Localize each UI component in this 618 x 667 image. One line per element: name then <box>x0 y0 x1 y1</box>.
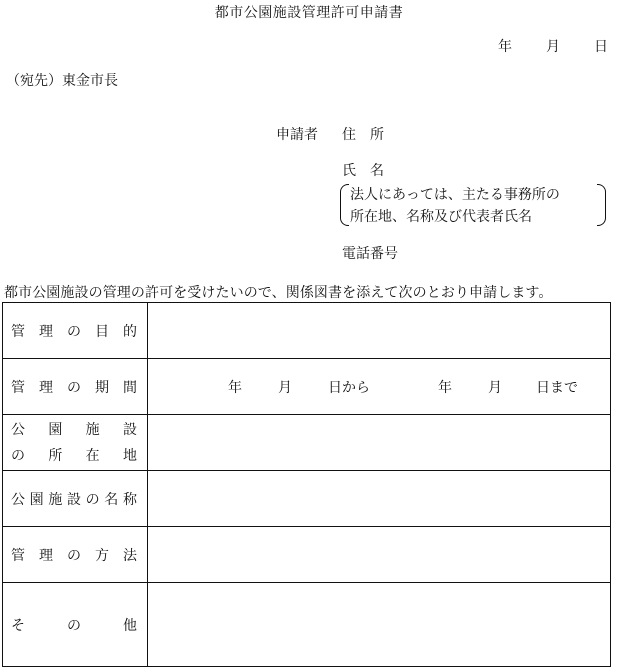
period-from-day: 日から <box>328 379 370 396</box>
corporation-note <box>340 182 606 226</box>
period-to-year: 年 <box>438 379 452 396</box>
method-field[interactable] <box>148 527 611 583</box>
period-field[interactable] <box>148 359 611 415</box>
table-row-other <box>3 583 611 667</box>
purpose-label-text-char: 管 <box>11 323 25 340</box>
purpose-label-text-char: 的 <box>123 323 137 340</box>
method-label-text-char: 管 <box>11 547 25 564</box>
date-year: 年 <box>498 39 512 55</box>
applicant-label: 申請者 <box>276 127 318 143</box>
corp-note-line-1: 法人にあっては、主たる事務所の <box>350 187 560 203</box>
purpose-label-text-char: 理 <box>39 323 53 340</box>
location-label-line-2-char: 地 <box>122 447 137 464</box>
other-label <box>3 583 148 667</box>
location-label-line-1-char: 公 <box>11 421 25 438</box>
table-row-purpose <box>3 303 611 359</box>
document-title: 都市公園施設管理許可申請書 <box>214 5 404 21</box>
table-row-period <box>3 359 611 415</box>
location-label-line-1-char: 設 <box>122 421 137 438</box>
purpose-label-text-char: の <box>67 323 81 340</box>
purpose-label-text <box>11 321 147 341</box>
other-label-text <box>11 615 147 635</box>
location-field[interactable] <box>148 415 611 471</box>
period-from-year: 年 <box>228 379 242 396</box>
location-label-line-1 <box>11 417 147 443</box>
phone-label: 電話番号 <box>342 246 398 262</box>
method-label-text <box>11 545 147 565</box>
table-row-method <box>3 527 611 583</box>
period-label-text-char: 管 <box>11 379 25 396</box>
facility-name-label-text <box>11 489 147 509</box>
name-label: 氏 名 <box>342 163 384 179</box>
facility-name-label-text-char: 公 <box>11 491 25 508</box>
other-label-text-char: そ <box>11 617 25 634</box>
period-to-month: 月 <box>488 379 502 396</box>
period-from-month: 月 <box>278 379 292 396</box>
right-bracket <box>597 184 606 226</box>
corp-note-line-2: 所在地、名称及び代表者氏名 <box>350 209 532 225</box>
purpose-label-text-char: 目 <box>95 323 109 340</box>
purpose-field[interactable] <box>148 303 611 359</box>
facility-name-label <box>3 471 148 527</box>
facility-name-label-text-char: 称 <box>122 491 137 508</box>
location-label-line-2 <box>11 443 147 469</box>
method-label <box>3 527 148 583</box>
period-label-text-char: の <box>67 379 81 396</box>
other-field[interactable] <box>148 583 611 667</box>
application-date[interactable] <box>498 36 608 56</box>
location-label-line-2-char: 在 <box>85 447 100 464</box>
date-day: 日 <box>594 39 608 55</box>
left-bracket <box>340 184 349 226</box>
location-label-line-2-char: 所 <box>48 447 63 464</box>
facility-name-label-text-char: 名 <box>104 491 119 508</box>
location-label-line-1-char: 施 <box>85 421 100 438</box>
period-label-text-char: 期 <box>95 379 109 396</box>
application-form-table <box>2 302 611 667</box>
method-label-text-char: 方 <box>95 547 109 564</box>
facility-name-field[interactable] <box>148 471 611 527</box>
method-label-text-char: 理 <box>39 547 53 564</box>
facility-name-label-text-char: 園 <box>29 491 44 508</box>
address-label: 住 所 <box>342 127 384 143</box>
period-to-day: 日まで <box>536 379 578 396</box>
period-label-text-char: 間 <box>123 379 137 396</box>
purpose-label <box>3 303 148 359</box>
table-row-location <box>3 415 611 471</box>
table-row-facility-name <box>3 471 611 527</box>
location-label-line-1-char: 園 <box>48 421 63 438</box>
period-label-text-char: 理 <box>39 379 53 396</box>
facility-name-label-text-char: 施 <box>48 491 63 508</box>
facility-name-label-text-char: 設 <box>66 491 81 508</box>
location-label <box>3 415 148 471</box>
method-label-text-char: 法 <box>123 547 137 564</box>
period-label-text <box>11 377 147 397</box>
location-label-line-2-char: の <box>11 447 25 464</box>
period-label <box>3 359 148 415</box>
facility-name-label-text-char: の <box>85 491 100 508</box>
date-month: 月 <box>546 39 560 55</box>
other-label-text-char: の <box>67 617 81 634</box>
other-label-text-char: 他 <box>123 617 137 634</box>
addressee: （宛先）東金市長 <box>6 73 118 89</box>
method-label-text-char: の <box>67 547 81 564</box>
application-statement: 都市公園施設の管理の許可を受けたいので、関係図書を添えて次のとおり申請します。 <box>4 285 553 301</box>
